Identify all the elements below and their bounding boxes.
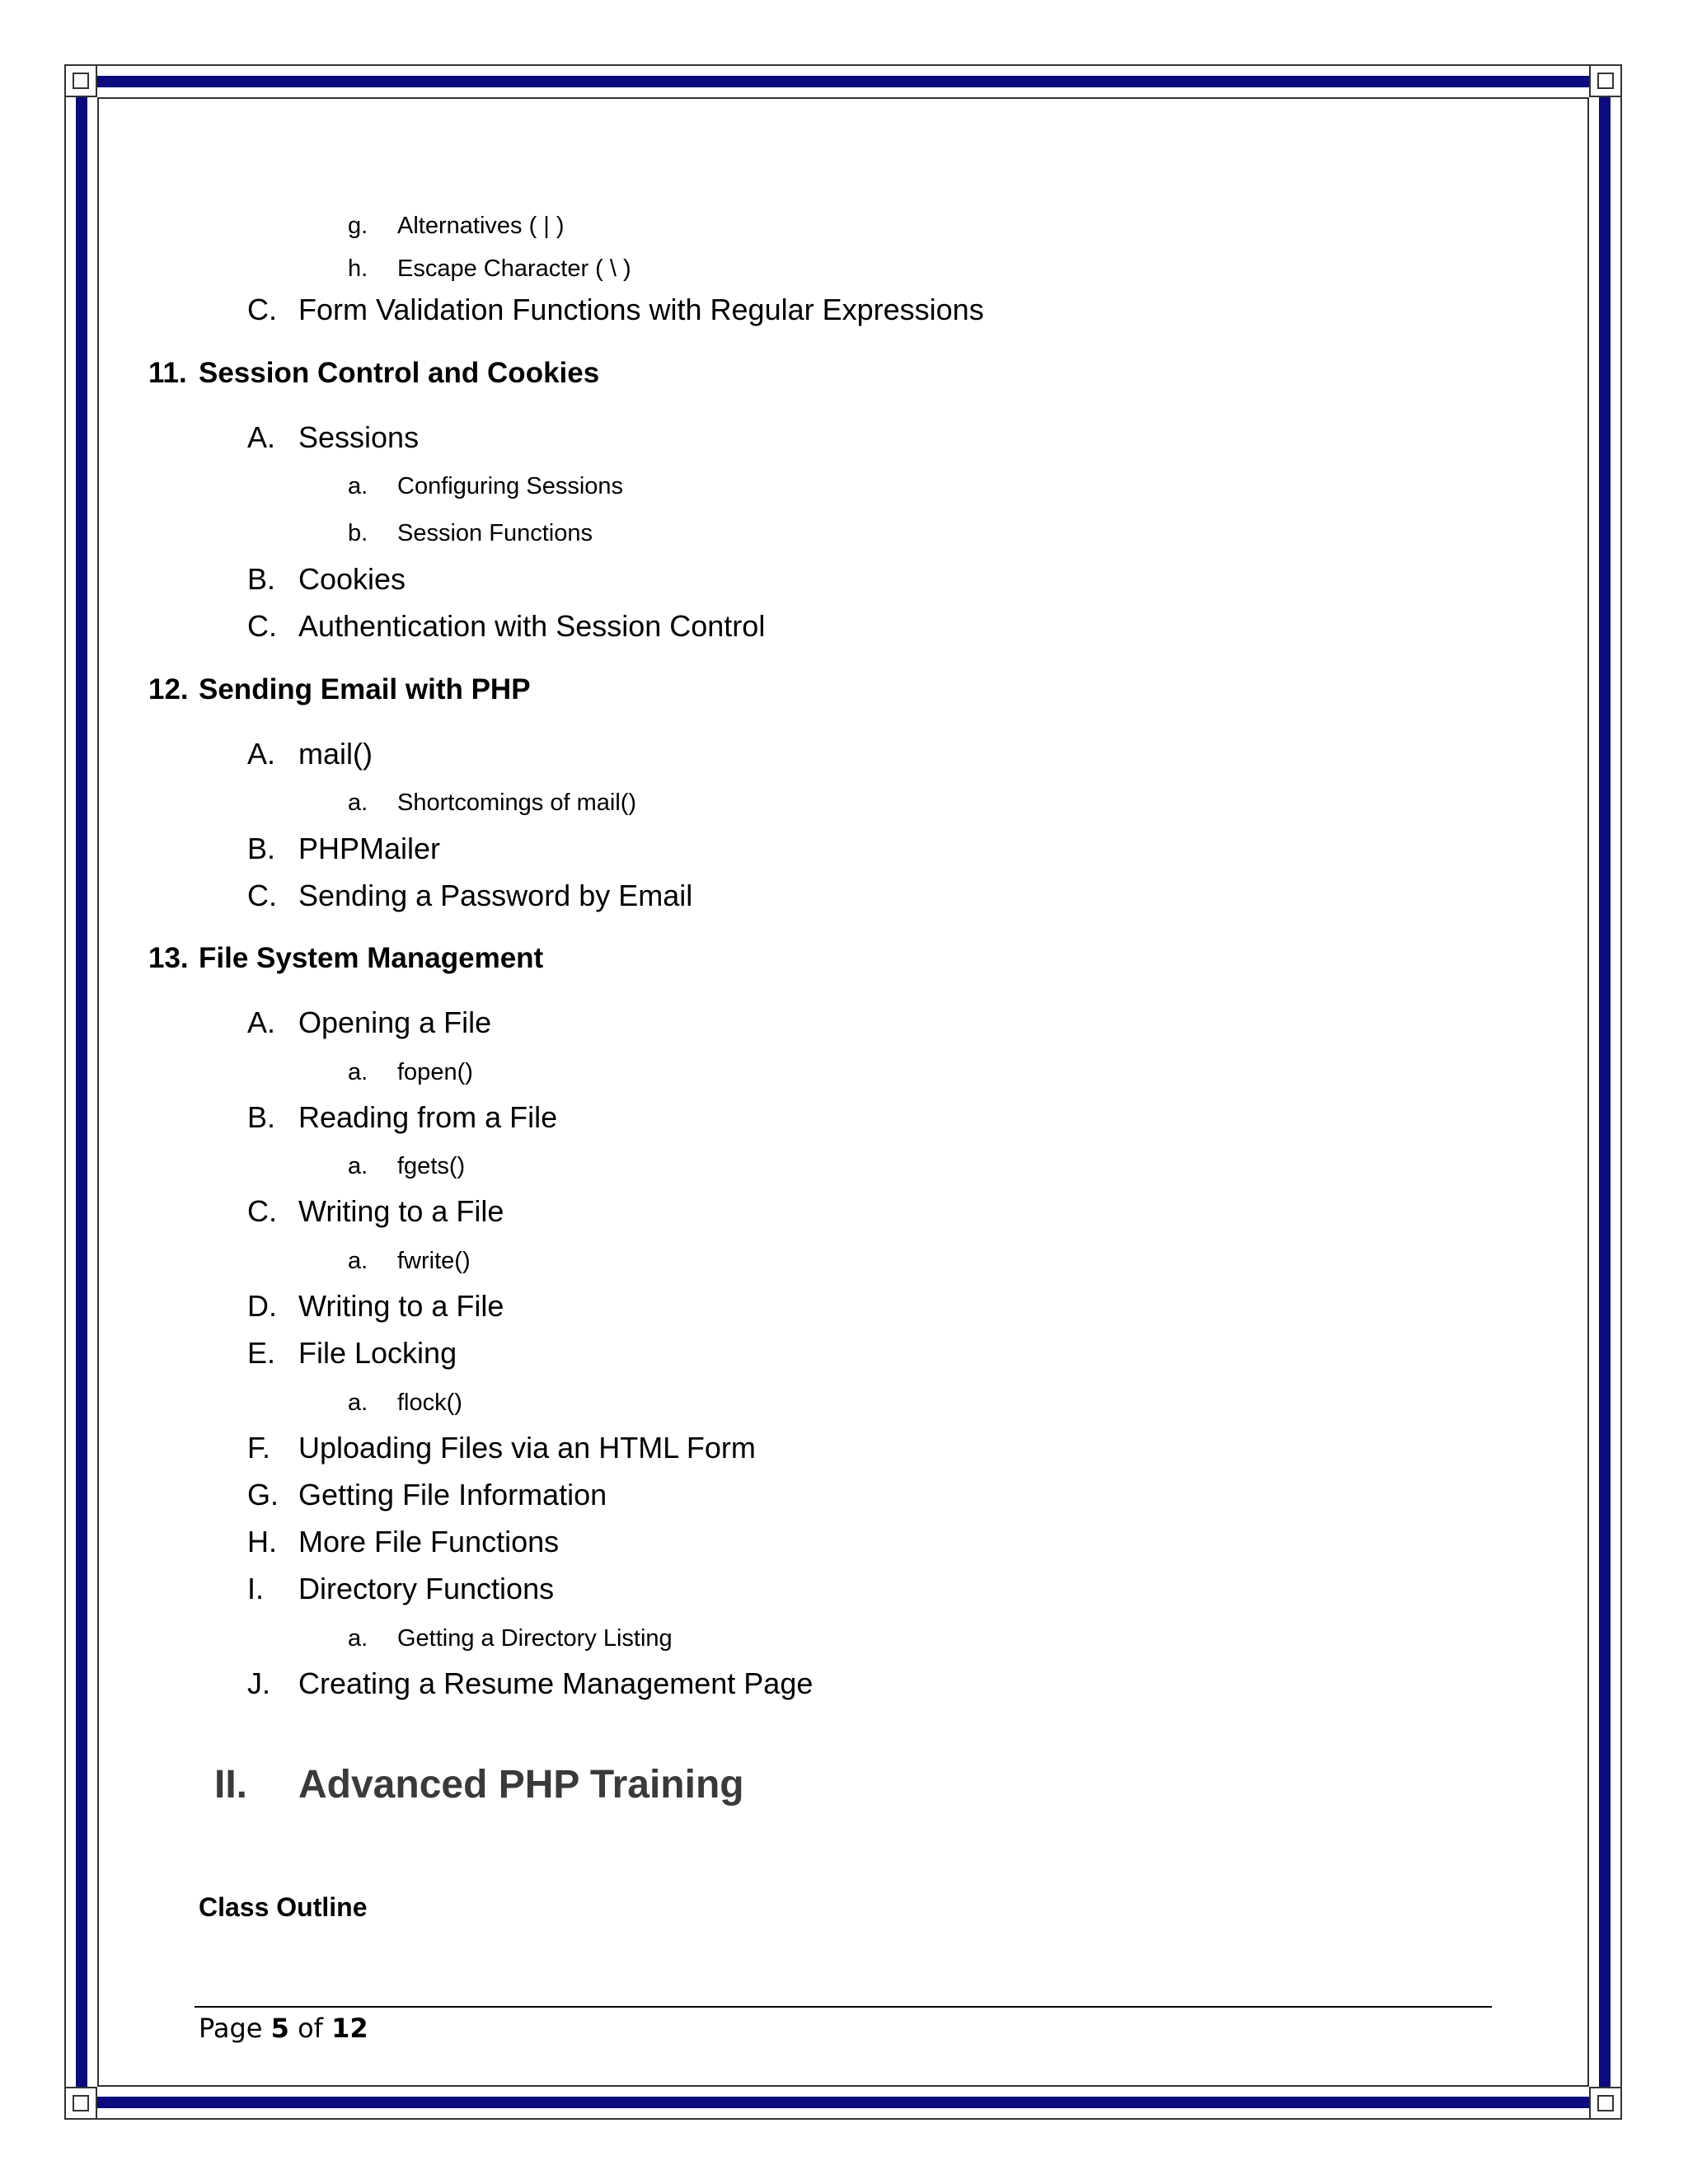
item-text: Reading from a File bbox=[298, 1100, 558, 1134]
section-title: Session Control and Cookies bbox=[199, 357, 600, 389]
item-text: Writing to a File bbox=[298, 1289, 504, 1323]
item-text: Authentication with Session Control bbox=[298, 609, 766, 643]
item-label: I. bbox=[247, 1572, 265, 1605]
item-label: B. bbox=[247, 562, 276, 596]
item-label: A. bbox=[247, 737, 276, 771]
item-text: Directory Functions bbox=[298, 1572, 555, 1605]
item-text: Form Validation Functions with Regular Expressions bbox=[298, 293, 984, 326]
section-number: 13. bbox=[148, 942, 189, 974]
subitem-text: Escape Character ( \ ) bbox=[397, 255, 631, 282]
item-label: C. bbox=[247, 879, 277, 912]
subitem-label: b. bbox=[348, 520, 368, 546]
item-label: C. bbox=[247, 293, 277, 326]
item-text: Sending a Password by Email bbox=[298, 879, 693, 912]
footer-total-pages: 12 bbox=[331, 2013, 368, 2044]
section-number: 12. bbox=[148, 673, 189, 705]
subitem-label: a. bbox=[348, 1390, 368, 1416]
subitem-label: a. bbox=[348, 1248, 368, 1274]
part-title: Advanced PHP Training bbox=[298, 1763, 744, 1807]
subitem-text: fwrite() bbox=[397, 1248, 471, 1274]
page-footer bbox=[199, 2013, 368, 2044]
subitem-label: a. bbox=[348, 790, 368, 816]
item-label: D. bbox=[247, 1289, 277, 1323]
subitem-label: a. bbox=[348, 473, 368, 499]
item-text: Creating a Resume Management Page bbox=[298, 1666, 814, 1700]
subitem-label: a. bbox=[348, 1059, 368, 1085]
section-title: Sending Email with PHP bbox=[199, 673, 531, 705]
subitem-text: Session Functions bbox=[397, 520, 593, 546]
item-label: B. bbox=[247, 832, 276, 865]
section-title: File System Management bbox=[199, 942, 544, 974]
subitem-label: g. bbox=[348, 213, 368, 239]
subitem-label: h. bbox=[348, 255, 368, 282]
footer-page-word: Page bbox=[199, 2013, 263, 2044]
item-text: PHPMailer bbox=[298, 832, 441, 865]
item-text: File Locking bbox=[298, 1336, 457, 1370]
item-text: Writing to a File bbox=[298, 1194, 504, 1228]
item-label: J. bbox=[247, 1666, 271, 1700]
footer-page-number: 5 bbox=[270, 2013, 289, 2044]
footer-of-word: of bbox=[298, 2013, 323, 2044]
footer-divider bbox=[195, 2006, 1492, 2008]
item-label: C. bbox=[247, 1194, 277, 1228]
item-text: More File Functions bbox=[298, 1525, 560, 1558]
item-label: A. bbox=[247, 1005, 276, 1039]
part-number: II. bbox=[214, 1763, 248, 1807]
item-text: Cookies bbox=[298, 562, 406, 596]
subitem-text: flock() bbox=[397, 1390, 462, 1416]
item-label: H. bbox=[247, 1525, 277, 1558]
subitem-text: fgets() bbox=[397, 1153, 466, 1179]
subitem-text: Getting a Directory Listing bbox=[397, 1625, 673, 1652]
item-label: G. bbox=[247, 1478, 279, 1511]
item-text: Opening a File bbox=[298, 1005, 492, 1039]
class-outline-title: Class Outline bbox=[199, 1892, 368, 1922]
subitem-text: fopen() bbox=[397, 1059, 473, 1085]
item-text: Sessions bbox=[298, 420, 420, 454]
item-text: Getting File Information bbox=[298, 1478, 607, 1511]
item-label: E. bbox=[247, 1336, 276, 1370]
item-text: mail() bbox=[298, 737, 373, 771]
item-text: Uploading Files via an HTML Form bbox=[298, 1431, 756, 1465]
subitem-label: a. bbox=[348, 1625, 368, 1652]
subitem-text: Configuring Sessions bbox=[397, 473, 624, 499]
item-label: B. bbox=[247, 1100, 276, 1134]
subitem-text: Alternatives ( | ) bbox=[397, 213, 565, 239]
section-number: 11. bbox=[148, 357, 187, 389]
item-label: A. bbox=[247, 420, 276, 454]
subitem-label: a. bbox=[348, 1153, 368, 1179]
item-label: C. bbox=[247, 609, 277, 643]
subitem-text: Shortcomings of mail() bbox=[397, 790, 637, 816]
item-label: F. bbox=[247, 1431, 271, 1465]
